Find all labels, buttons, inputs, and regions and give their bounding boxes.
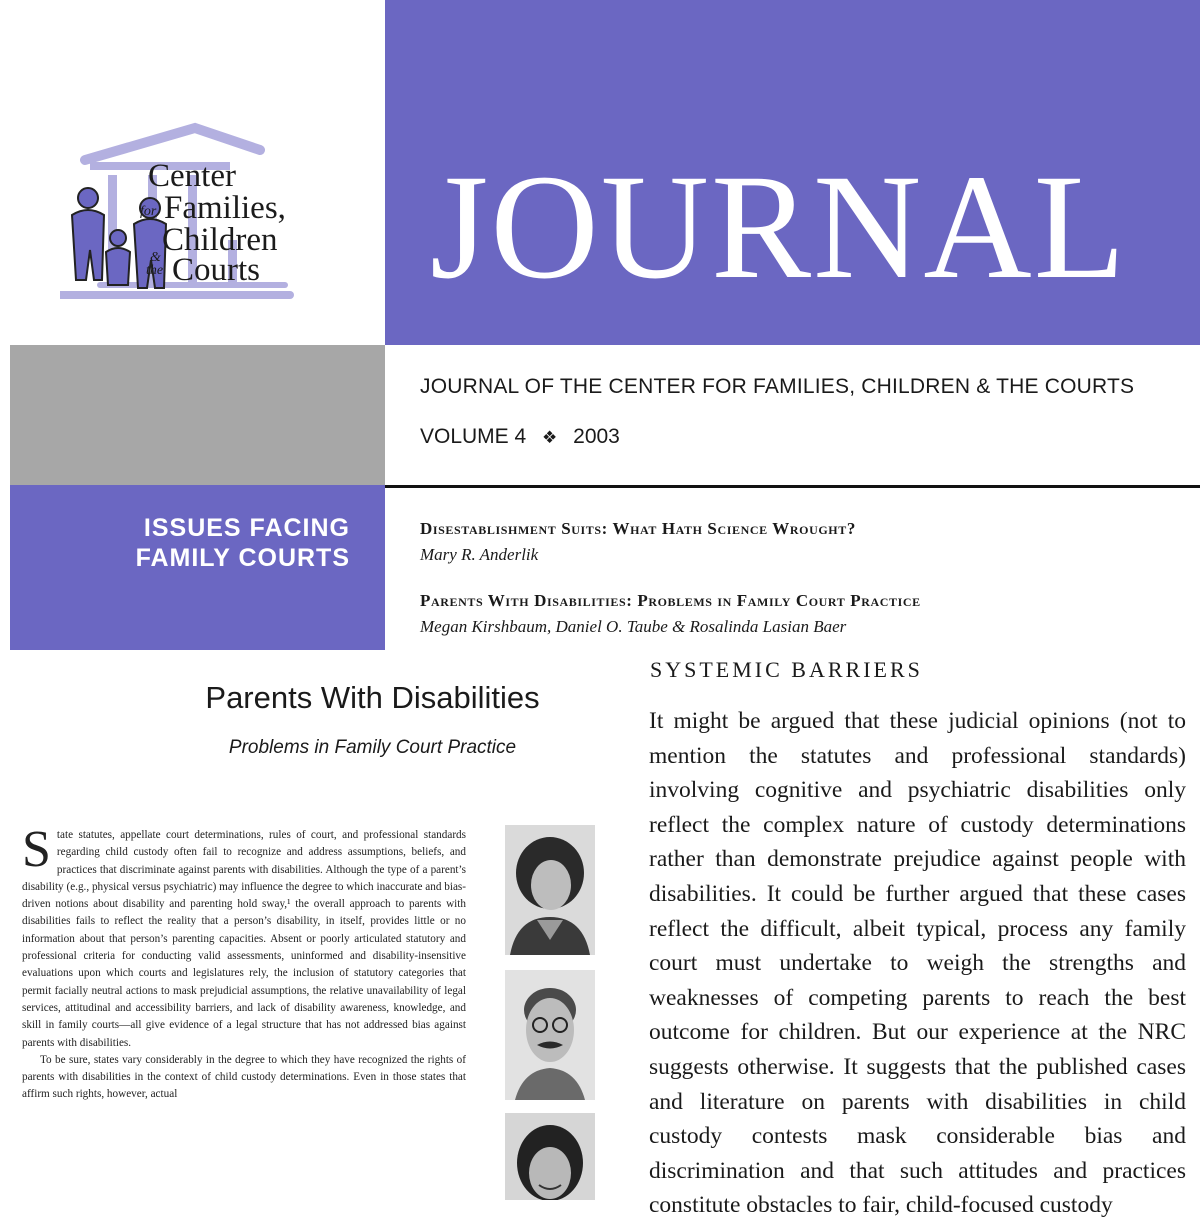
logo-text-the: the [146, 263, 164, 278]
logo-text-center: Center [148, 158, 236, 194]
journal-title: JOURNAL [430, 144, 1128, 310]
logo-text-for: for [140, 204, 157, 219]
article-author-2: Megan Kirshbaum, Daniel O. Taube & Rosalinda Lasian Baer [420, 617, 847, 636]
cover-gray-band [10, 345, 385, 485]
article-author-1: Mary R. Anderlik [420, 545, 539, 564]
article-paragraph-1 [22, 821, 466, 1052]
article-title-2: Parents With Disabilities: Problems in Family Court Practice [420, 591, 921, 610]
section-title-systemic-barriers: SYSTEMIC BARRIERS [650, 657, 923, 682]
volume-year: 2003 [573, 425, 620, 448]
article-page-title: Parents With Disabilities [205, 680, 540, 715]
section-heading [10, 513, 350, 573]
section-heading-line2: FAMILY COURTS [135, 544, 350, 572]
paragraph-1-text: tate statutes, appellate court determinations, rules of court, and professional standards regarding child custody often fail to recognize and address assumptions, beliefs, and practices that discriminate against parents with disabilities. Although the type of a parent’s disability (e.g., physical versus psychiatric) may influence the degree to which inaccurate and bias-driven notions about disability and parenting hold sway,¹ the overall approach to parents with disabilities fails to reflect the reality that a person’s disability, in itself, provides little or no information about that person’s parenting capacities. Absent or poorly articulated statutory and professional criteria for conducting valid assessments, uninformed and disability-insensitive evaluations upon which courts and legislatures rely, the inclusion of statutory categories that permit facially neutral actions to mask prejudicial assumptions, the relative unavailability of legal services, attitudinal and accessibility barriers, and lack of disability awareness, knowledge, and skill in family courts—all give evidence of a legal structure that has not addressed bias against parents with disabilities. [22, 829, 466, 1049]
author-photo-3 [505, 1113, 595, 1200]
drop-cap: S [22, 821, 51, 878]
article-body [22, 821, 466, 1104]
logo-text-families: Families, [164, 190, 286, 226]
volume-separator-icon: ❖ [542, 428, 558, 447]
logo-text-courts: Courts [172, 252, 261, 288]
center-logo [60, 120, 370, 310]
volume-line [420, 425, 620, 449]
article-page-subtitle: Problems in Family Court Practice [228, 737, 517, 758]
section-heading-line1: ISSUES FACING [143, 514, 350, 542]
logo-text-children: Children [162, 222, 278, 258]
author-photo-1 [505, 825, 595, 955]
article-title-1: Disestablishment Suits: What Hath Science Wrought? [420, 519, 856, 538]
journal-subtitle: JOURNAL OF THE CENTER FOR FAMILIES, CHILDREN & THE COURTS [420, 375, 1135, 398]
logo-text-amp: & [150, 250, 161, 265]
systemic-barriers-body: It might be argued that these judicial opinions (not to mention the statutes and professional standards) involving cognitive and psychiatric disabilities only reflect the complex nature of custody determinations rather than demonstrate prejudice against people with disabilities. It could be further argued that these cases reflect the difficult, albeit typical, process any family court must undertake to weigh the strengths and weaknesses of competing parents to reach the best outcome for children. But our experience at the NRC suggests otherwise. It suggests that the published cases and literature on parents with disabilities in child custody contests mask considerable bias and discrimination and that such attitudes and practices constitute obstacles to fair, child-focused custody [649, 708, 1186, 1219]
cover-divider-rule [385, 485, 1200, 488]
author-photo-2 [505, 970, 595, 1100]
article-paragraph-2: To be sure, states vary considerably in the degree to which they have recognized the rights of parents with disabilities in the context of child custody determinations. Even in those states that affirm such rights, however, actual [22, 1053, 466, 1101]
volume-number: VOLUME 4 [420, 425, 527, 448]
